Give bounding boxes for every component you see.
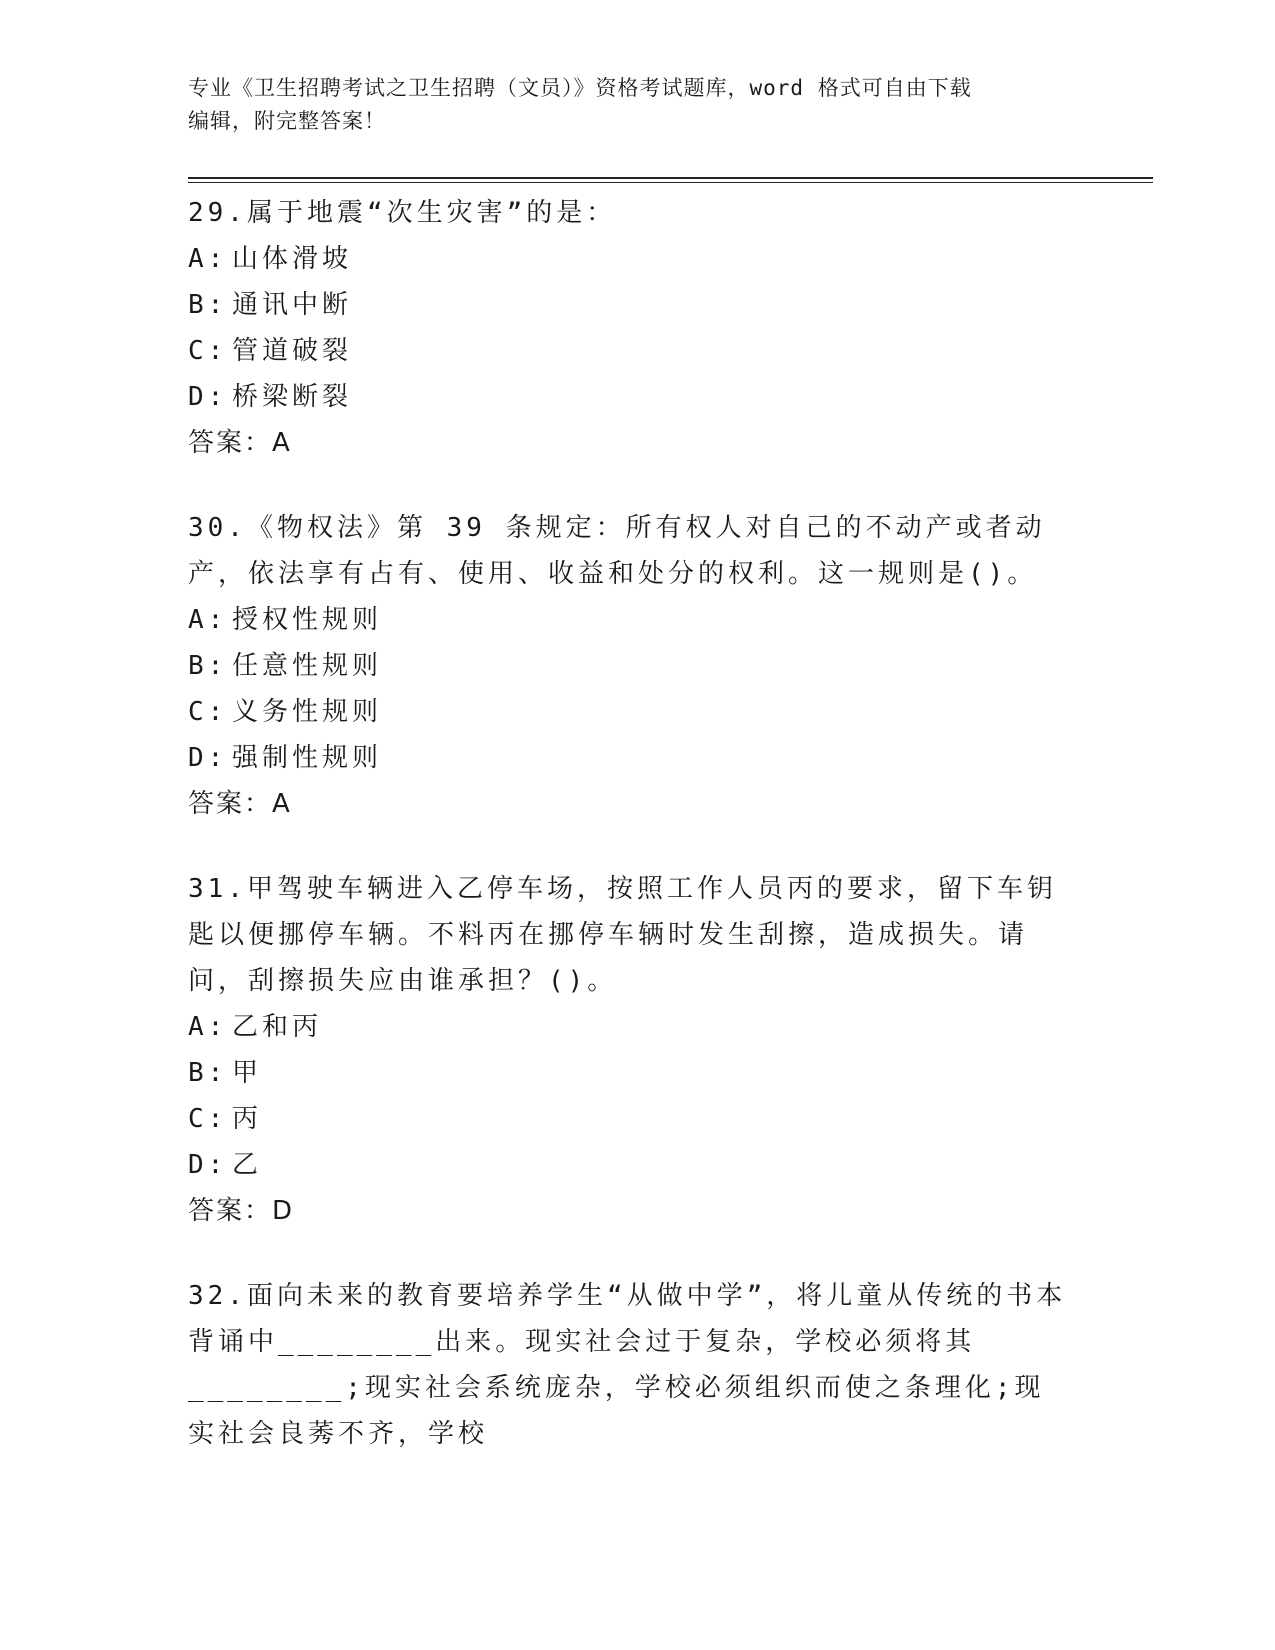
option-b [188,282,1068,328]
question-text: 29.属于地震“次生灾害”的是： [188,198,617,228]
option-b [188,1050,1068,1096]
option-a [188,236,1068,282]
option-key: B: [188,1058,228,1088]
option-key: D: [188,743,228,773]
option-text: 乙 [232,1150,263,1180]
option-key: C: [188,1104,228,1134]
question-text: 30.《物权法》第 39 条规定：所有权人对自己的不动产或者动产，依法享有占有、使用、收益和处分的权利。这一规则是()。 [188,513,1046,589]
option-text: 授权性规则 [232,605,383,635]
answer-text: 答案：D [188,1196,295,1226]
option-text: 桥梁断裂 [232,382,353,412]
option-c [188,689,1068,735]
question-32 [188,1273,1068,1457]
option-key: D: [188,382,228,412]
option-a [188,597,1068,643]
question-text: 32.面向未来的教育要培养学生“从做中学”，将儿童从传统的书本背诵中________出来。现实社会过于复杂，学校必须将其________;现实社会系统庞杂，学校必须组织而使之条理化;现实社会良莠不齐，学校 [188,1281,1067,1449]
option-text: 山体滑坡 [232,244,353,274]
option-b [188,643,1068,689]
question-31 [188,866,1068,1234]
option-key: C: [188,336,228,366]
option-key: A: [188,1012,228,1042]
option-text: 强制性规则 [232,743,383,773]
option-key: A: [188,244,228,274]
option-text: 任意性规则 [232,651,383,681]
answer-text: 答案：A [188,789,292,819]
option-c [188,328,1068,374]
option-text: 甲 [232,1058,263,1088]
header-divider-thin [188,182,1153,183]
header-divider-thick [188,177,1153,179]
option-key: B: [188,651,228,681]
question-30 [188,505,1068,827]
option-c [188,1096,1068,1142]
question-text: 31.甲驾驶车辆进入乙停车场，按照工作人员丙的要求，留下车钥匙以便挪停车辆。不料丙在挪停车辆时发生刮擦，造成损失。请问，刮擦损失应由谁承担？()。 [188,874,1057,996]
question-list [188,190,1068,1496]
option-d [188,735,1068,781]
option-a [188,1004,1068,1050]
question-29 [188,190,1068,466]
option-key: C: [188,697,228,727]
header-line-1: 专业《卫生招聘考试之卫生招聘（文员）》资格考试题库，word 格式可自由下载 [188,76,972,100]
option-d [188,374,1068,420]
option-text: 通讯中断 [232,290,353,320]
option-key: A: [188,605,228,635]
option-d [188,1142,1068,1188]
header-line-2: 编辑，附完整答案！ [188,109,386,133]
option-text: 丙 [232,1104,263,1134]
answer-text: 答案：A [188,428,292,458]
option-key: B: [188,290,228,320]
option-text: 乙和丙 [232,1012,323,1042]
option-key: D: [188,1150,228,1180]
document-header [188,72,1088,138]
option-text: 义务性规则 [232,697,383,727]
option-text: 管道破裂 [232,336,353,366]
